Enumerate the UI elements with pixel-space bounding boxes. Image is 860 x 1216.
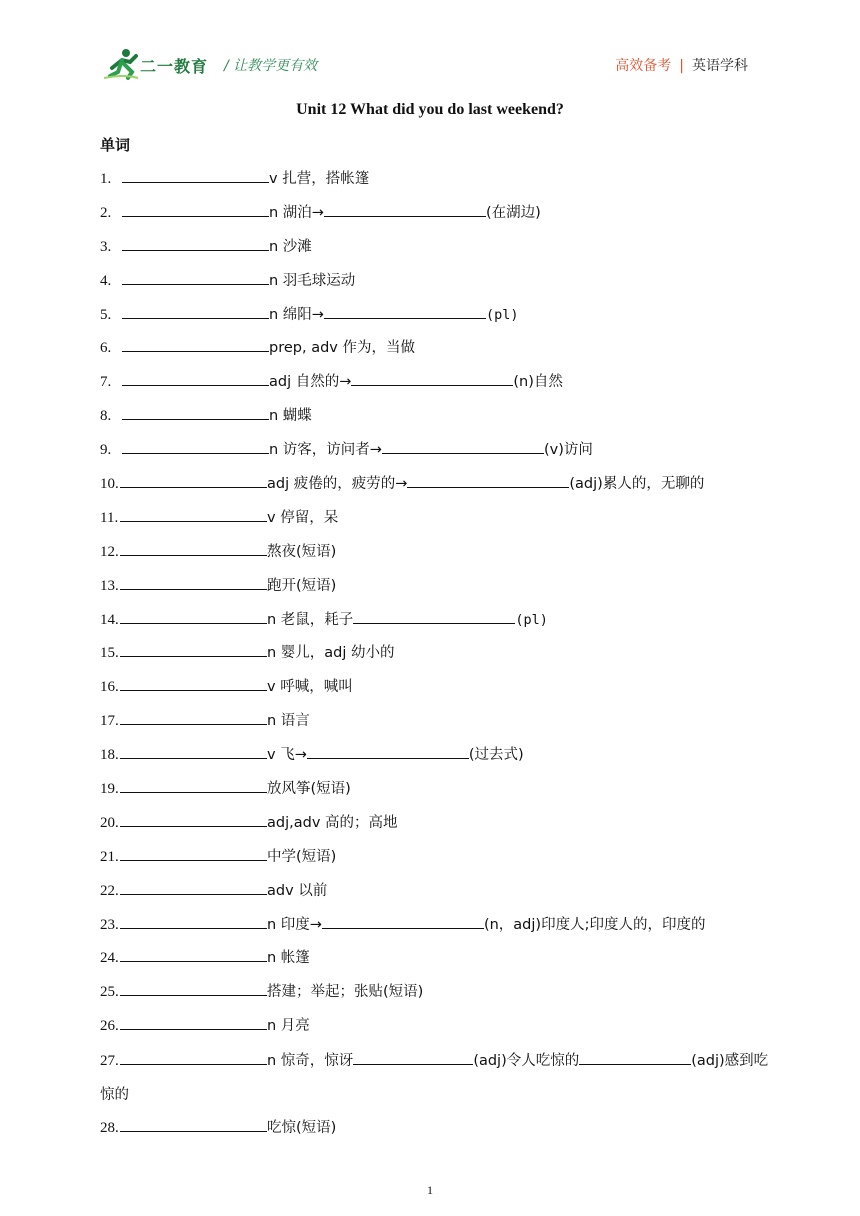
answer-blank[interactable] bbox=[122, 405, 269, 420]
list-item bbox=[100, 537, 780, 571]
item-prompt: 放风筝(短语) bbox=[267, 781, 351, 798]
answer-blank[interactable] bbox=[120, 676, 267, 691]
item-number: 21. bbox=[100, 848, 119, 865]
list-item bbox=[100, 876, 780, 910]
answer-blank[interactable] bbox=[579, 1050, 691, 1065]
item-prompt: n 沙滩 bbox=[269, 238, 312, 255]
item-number: 14. bbox=[100, 611, 119, 628]
logo-text: 二一教育 bbox=[140, 57, 209, 76]
answer-blank[interactable] bbox=[120, 473, 267, 488]
item-prompt: 吃惊(短语) bbox=[267, 1119, 337, 1136]
item-number: 10. bbox=[100, 476, 119, 493]
item-number: 12. bbox=[100, 543, 119, 560]
list-item bbox=[100, 266, 780, 300]
list-item bbox=[100, 503, 780, 537]
list-item bbox=[100, 706, 780, 740]
answer-blank[interactable] bbox=[122, 439, 269, 454]
answer-blank[interactable] bbox=[120, 710, 267, 725]
list-item bbox=[100, 740, 780, 774]
item-prompt: 中学(短语) bbox=[267, 848, 337, 865]
answer-blank[interactable] bbox=[351, 371, 513, 386]
item-prompt: (n)自然 bbox=[513, 374, 563, 391]
vocabulary-list bbox=[100, 164, 780, 1147]
answer-blank[interactable] bbox=[120, 914, 267, 929]
item-number: 22. bbox=[100, 882, 119, 899]
list-item bbox=[100, 435, 780, 469]
answer-blank[interactable] bbox=[120, 575, 267, 590]
item-prompt: n 语言 bbox=[267, 713, 310, 730]
item-number: 23. bbox=[100, 916, 119, 933]
header-tags bbox=[615, 55, 748, 75]
item-prompt: n 绵阳→ bbox=[269, 306, 324, 323]
item-number: 1. bbox=[100, 171, 112, 187]
list-item bbox=[100, 469, 780, 503]
answer-blank[interactable] bbox=[407, 473, 569, 488]
item-prompt: adv 以前 bbox=[267, 882, 328, 899]
answer-blank[interactable] bbox=[120, 846, 267, 861]
list-item bbox=[100, 774, 780, 808]
item-prompt: adj 疲倦的，疲劳的→ bbox=[267, 476, 408, 493]
item-number: 13. bbox=[100, 577, 119, 594]
item-number: 20. bbox=[100, 814, 119, 831]
item-number: 16. bbox=[100, 679, 119, 696]
answer-blank[interactable] bbox=[122, 168, 269, 183]
answer-blank[interactable] bbox=[353, 609, 515, 624]
item-prompt: 跑开(短语) bbox=[267, 577, 337, 594]
item-prompt: n 帐篷 bbox=[267, 950, 310, 967]
item-prompt: n 老鼠，耗子 bbox=[267, 611, 354, 628]
item-prompt: (adj)感到吃惊的 bbox=[100, 1053, 769, 1104]
answer-blank[interactable] bbox=[120, 981, 267, 996]
list-item bbox=[100, 198, 780, 232]
item-prompt: n 印度→ bbox=[267, 916, 322, 933]
item-number: 11. bbox=[100, 509, 119, 526]
item-prompt: n 婴儿，adj 幼小的 bbox=[267, 645, 395, 662]
answer-blank[interactable] bbox=[120, 778, 267, 793]
list-item bbox=[100, 808, 780, 842]
item-prompt: (在湖边) bbox=[485, 204, 541, 221]
answer-blank[interactable] bbox=[122, 270, 269, 285]
item-prompt: adj,adv 高的；高地 bbox=[267, 814, 398, 831]
item-prompt: (pl) bbox=[515, 611, 548, 628]
item-prompt: (adj)累人的，无聊的 bbox=[569, 476, 705, 493]
list-item bbox=[100, 300, 780, 334]
list-item bbox=[100, 571, 780, 605]
item-number: 19. bbox=[100, 781, 119, 798]
item-number: 4. bbox=[100, 272, 112, 289]
list-item bbox=[100, 1113, 780, 1147]
answer-blank[interactable] bbox=[122, 337, 269, 352]
item-number: 26. bbox=[100, 1018, 119, 1035]
answer-blank[interactable] bbox=[120, 642, 267, 657]
item-prompt: (pl) bbox=[485, 306, 519, 323]
item-prompt: v 呼喊，喊叫 bbox=[267, 679, 353, 696]
answer-blank[interactable] bbox=[324, 202, 486, 217]
page-number: 1 bbox=[427, 1183, 433, 1197]
list-item bbox=[100, 367, 780, 401]
list-item bbox=[100, 1045, 780, 1113]
item-prompt: v 停留，呆 bbox=[267, 509, 339, 526]
item-prompt: prep, adv 作为，当做 bbox=[269, 340, 415, 357]
answer-blank[interactable] bbox=[120, 507, 267, 522]
list-item bbox=[100, 910, 780, 944]
list-item bbox=[100, 638, 780, 672]
header-separator: | bbox=[679, 58, 684, 74]
item-prompt: n 月亮 bbox=[267, 1018, 310, 1035]
item-number: 6. bbox=[100, 340, 112, 357]
item-number: 2. bbox=[100, 204, 112, 221]
answer-blank[interactable] bbox=[353, 1050, 473, 1065]
answer-blank[interactable] bbox=[120, 541, 267, 556]
answer-blank[interactable] bbox=[322, 914, 484, 929]
item-prompt: (n，adj)印度人;印度人的，印度的 bbox=[483, 916, 706, 933]
answer-blank[interactable] bbox=[122, 236, 269, 251]
list-item bbox=[100, 943, 780, 977]
answer-blank[interactable] bbox=[120, 1050, 267, 1065]
item-prompt: (v)访问 bbox=[543, 442, 593, 459]
answer-blank[interactable] bbox=[382, 439, 544, 454]
item-prompt: n 蝴蝶 bbox=[269, 408, 312, 425]
item-prompt: n 湖泊→ bbox=[269, 204, 324, 221]
answer-blank[interactable] bbox=[120, 1117, 267, 1132]
list-item bbox=[100, 333, 780, 367]
item-number: 24. bbox=[100, 950, 119, 967]
answer-blank[interactable] bbox=[122, 304, 269, 319]
item-number: 5. bbox=[100, 306, 112, 323]
item-number: 27. bbox=[100, 1053, 119, 1070]
page-header bbox=[0, 0, 860, 90]
item-prompt: (adj)令人吃惊的 bbox=[473, 1053, 580, 1070]
item-prompt: 熬夜(短语) bbox=[267, 543, 337, 560]
answer-blank[interactable] bbox=[120, 1015, 267, 1030]
header-tag-subject: 英语学科 bbox=[692, 58, 748, 74]
item-number: 15. bbox=[100, 645, 119, 662]
section-heading: 单词 bbox=[100, 136, 131, 154]
answer-blank[interactable] bbox=[120, 812, 267, 827]
item-number: 18. bbox=[100, 747, 119, 764]
item-prompt: n 惊奇，惊讶 bbox=[267, 1053, 354, 1070]
item-prompt: v 飞→ bbox=[267, 747, 307, 764]
list-item bbox=[100, 1011, 780, 1045]
item-prompt: adj 自然的→ bbox=[269, 374, 352, 391]
list-item bbox=[100, 672, 780, 706]
item-prompt: n 访客，访问者→ bbox=[269, 442, 382, 459]
answer-blank[interactable] bbox=[307, 744, 469, 759]
list-item bbox=[100, 164, 780, 198]
answer-blank[interactable] bbox=[120, 880, 267, 895]
item-number: 3. bbox=[100, 238, 112, 255]
slogan: / 让教学更有效 bbox=[224, 58, 318, 74]
list-item bbox=[100, 842, 780, 876]
answer-blank[interactable] bbox=[120, 609, 267, 624]
answer-blank[interactable] bbox=[120, 744, 267, 759]
item-prompt: (过去式) bbox=[468, 747, 524, 764]
answer-blank[interactable] bbox=[324, 304, 486, 319]
item-number: 28. bbox=[100, 1119, 119, 1136]
header-tag-exam: 高效备考 bbox=[615, 58, 672, 74]
list-item bbox=[100, 605, 780, 639]
item-prompt: 搭建；举起；张贴(短语) bbox=[267, 984, 424, 1001]
item-number: 25. bbox=[100, 984, 119, 1001]
item-number: 8. bbox=[100, 408, 112, 425]
list-item bbox=[100, 232, 780, 266]
answer-blank[interactable] bbox=[122, 371, 269, 386]
item-prompt: v 扎营，搭帐篷 bbox=[269, 171, 370, 187]
item-number: 7. bbox=[100, 374, 112, 391]
item-number: 17. bbox=[100, 713, 119, 730]
answer-blank[interactable] bbox=[120, 947, 267, 962]
item-number: 9. bbox=[100, 442, 112, 459]
page-title: Unit 12 What did you do last weekend? bbox=[296, 101, 564, 118]
list-item bbox=[100, 401, 780, 435]
list-item bbox=[100, 977, 780, 1011]
answer-blank[interactable] bbox=[122, 202, 269, 217]
item-prompt: n 羽毛球运动 bbox=[269, 272, 356, 289]
